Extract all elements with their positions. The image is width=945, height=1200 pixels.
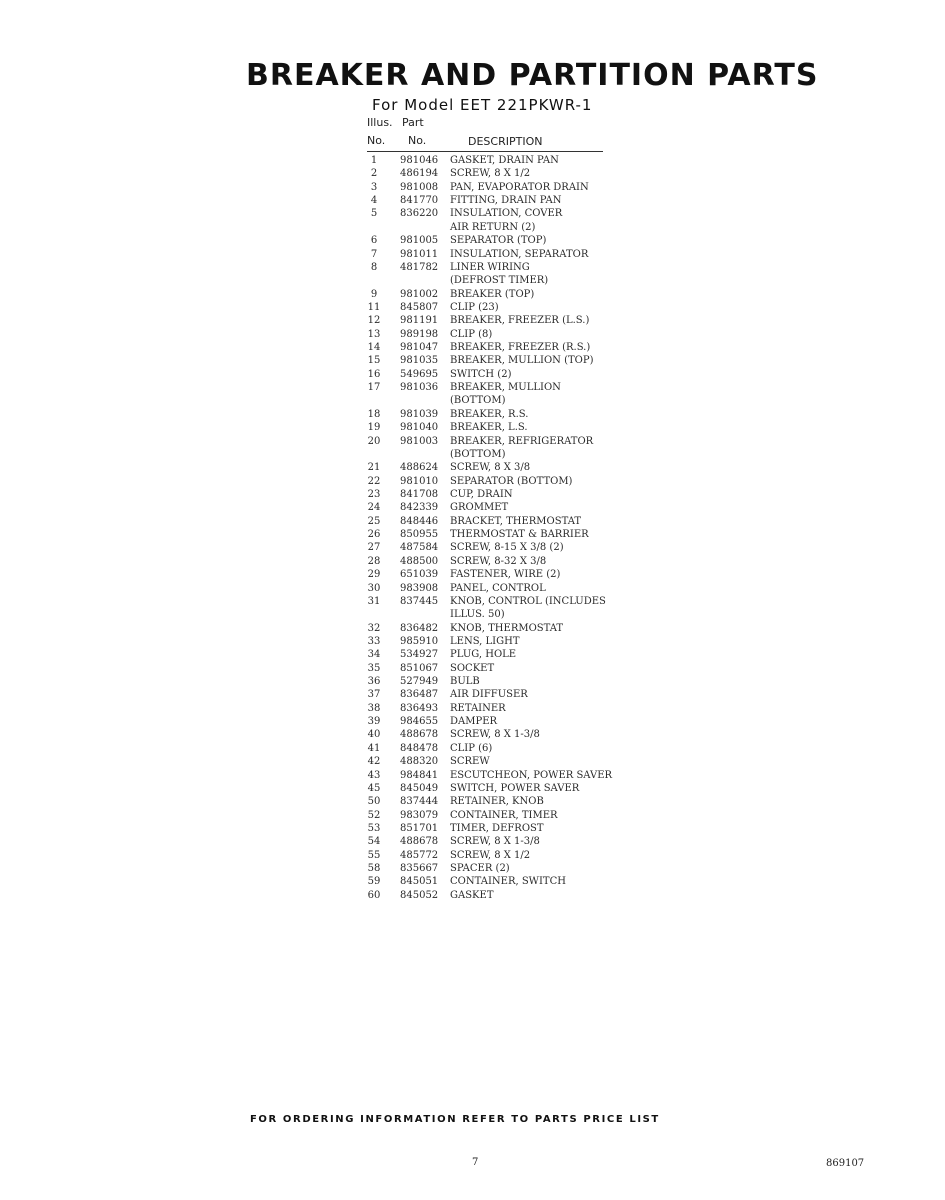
- parts-row: [364, 755, 614, 768]
- part-number: 487584: [400, 542, 439, 554]
- parts-row: [364, 769, 614, 782]
- illus-number: 1: [370, 155, 378, 166]
- parts-row: [364, 288, 614, 301]
- header-description: DESCRIPTION: [468, 135, 543, 148]
- part-number: 848478: [400, 742, 439, 754]
- header-illus-no: No.: [367, 134, 386, 147]
- part-description: BREAKER, R.S.: [450, 408, 529, 420]
- part-number: 981036: [400, 382, 439, 394]
- part-description: (BOTTOM): [450, 395, 506, 407]
- part-number: 981003: [400, 435, 439, 447]
- part-description: KNOB, THERMOSTAT: [450, 622, 564, 634]
- part-description: RETAINER, KNOB: [450, 796, 544, 808]
- illus-number: 50: [367, 796, 381, 808]
- part-description: BREAKER, MULLION: [450, 382, 561, 394]
- part-description: CLIP (23): [450, 301, 499, 313]
- parts-row: [364, 728, 614, 741]
- part-description: GROMMET: [450, 502, 509, 514]
- model-subtitle: For Model EET 221PKWR-1: [372, 96, 593, 114]
- page-number: 7: [472, 1157, 479, 1168]
- part-number: 981039: [400, 408, 439, 420]
- part-number: 841708: [400, 488, 439, 500]
- part-number: 845051: [400, 876, 439, 888]
- part-description: LENS, LIGHT: [450, 635, 520, 647]
- part-number: 488624: [400, 462, 439, 474]
- part-number: 837445: [400, 595, 439, 607]
- illus-number: 54: [367, 836, 381, 848]
- illus-number: 12: [367, 315, 381, 327]
- illus-number: 13: [367, 328, 381, 340]
- part-number: 488678: [400, 836, 439, 848]
- parts-row: [364, 835, 614, 848]
- part-description: FASTENER, WIRE (2): [450, 569, 561, 581]
- illus-number: 6: [370, 235, 378, 247]
- parts-row: [364, 488, 614, 501]
- parts-row: [364, 595, 614, 608]
- illus-number: 60: [367, 889, 381, 901]
- part-number: 989198: [400, 328, 439, 340]
- part-description: BREAKER, L.S.: [450, 422, 528, 434]
- part-description: (BOTTOM): [450, 448, 506, 460]
- part-number: 981011: [400, 248, 439, 260]
- part-description: CONTAINER, TIMER: [450, 809, 558, 821]
- illus-number: 16: [367, 368, 381, 380]
- parts-row: [364, 261, 614, 274]
- illus-number: 37: [367, 689, 381, 701]
- illus-number: 28: [367, 555, 381, 567]
- part-description: SCREW, 8 X 1/2: [450, 849, 531, 861]
- part-number: 836487: [400, 689, 439, 701]
- illus-number: 26: [367, 529, 381, 541]
- part-number: 981046: [400, 155, 439, 166]
- part-description: INSULATION, COVER: [450, 208, 563, 220]
- parts-row: [364, 181, 614, 194]
- part-number: 981040: [400, 422, 439, 434]
- part-description: KNOB, CONTROL (INCLUDES: [450, 595, 606, 607]
- part-description: SCREW, 8 X 1-3/8: [450, 836, 540, 848]
- part-description: PLUG, HOLE: [450, 649, 517, 661]
- part-description: BRACKET, THERMOSTAT: [450, 515, 582, 527]
- parts-row: [364, 448, 614, 461]
- illus-number: 11: [367, 301, 381, 313]
- part-number: 981047: [400, 342, 439, 354]
- part-description: (DEFROST TIMER): [450, 275, 549, 287]
- illus-number: 22: [367, 475, 381, 487]
- illus-number: 32: [367, 622, 381, 634]
- illus-number: 19: [367, 422, 381, 434]
- part-description: FITTING, DRAIN PAN: [450, 195, 562, 207]
- parts-row: [364, 675, 614, 688]
- parts-row: [364, 688, 614, 701]
- parts-row: [364, 582, 614, 595]
- illus-number: 31: [367, 595, 381, 607]
- part-description: BREAKER, REFRIGERATOR: [450, 435, 594, 447]
- part-description: INSULATION, SEPARATOR: [450, 248, 589, 260]
- part-number: 845807: [400, 301, 439, 313]
- parts-row: [364, 248, 614, 261]
- parts-row: [364, 354, 614, 367]
- part-number: 851701: [400, 822, 439, 834]
- part-number: 549695: [400, 368, 439, 380]
- part-description: SWITCH, POWER SAVER: [450, 782, 580, 794]
- illus-number: 59: [367, 876, 381, 888]
- illus-number: 53: [367, 822, 381, 834]
- part-description: LINER WIRING: [450, 261, 530, 273]
- part-number: 981010: [400, 475, 439, 487]
- illus-number: 15: [367, 355, 381, 367]
- part-number: 985910: [400, 635, 439, 647]
- parts-row: [364, 301, 614, 314]
- parts-row: [364, 795, 614, 808]
- illus-number: 29: [367, 569, 381, 581]
- parts-row: [364, 154, 614, 167]
- parts-row: [364, 809, 614, 822]
- parts-row: [364, 849, 614, 862]
- part-number: 981191: [400, 315, 439, 327]
- parts-row: [364, 234, 614, 247]
- parts-row: [364, 528, 614, 541]
- illus-number: 9: [370, 288, 378, 300]
- illus-number: 41: [367, 742, 381, 754]
- illus-number: 17: [367, 382, 381, 394]
- parts-row: [364, 207, 614, 220]
- parts-row: [364, 461, 614, 474]
- parts-row: [364, 167, 614, 180]
- illus-number: 20: [367, 435, 381, 447]
- part-description: SCREW, 8 X 1/2: [450, 168, 531, 180]
- illus-number: 3: [370, 181, 378, 193]
- parts-row: [364, 568, 614, 581]
- part-number: 486194: [400, 168, 439, 180]
- illus-number: 7: [370, 248, 378, 260]
- part-number: 851067: [400, 662, 439, 674]
- illus-number: 14: [367, 342, 381, 354]
- part-description: BULB: [450, 676, 480, 688]
- part-description: SEPARATOR (BOTTOM): [450, 475, 573, 487]
- illus-number: 52: [367, 809, 381, 821]
- part-number: 488678: [400, 729, 439, 741]
- part-description: PANEL, CONTROL: [450, 582, 546, 594]
- illus-number: 27: [367, 542, 381, 554]
- part-number: 837444: [400, 796, 439, 808]
- parts-row: [364, 889, 614, 902]
- parts-row: [364, 194, 614, 207]
- part-description: AIR DIFFUSER: [450, 689, 528, 701]
- illus-number: 4: [370, 195, 378, 207]
- part-description: SCREW, 8-15 X 3/8 (2): [450, 542, 564, 554]
- illus-number: 18: [367, 408, 381, 420]
- part-number: 984841: [400, 769, 439, 781]
- parts-row: [364, 341, 614, 354]
- parts-row: [364, 862, 614, 875]
- part-description: BREAKER, FREEZER (R.S.): [450, 342, 591, 354]
- parts-row: [364, 702, 614, 715]
- illus-number: 23: [367, 488, 381, 500]
- parts-row: [364, 368, 614, 381]
- part-number: 981008: [400, 181, 439, 193]
- part-number: 534927: [400, 649, 439, 661]
- part-number: 651039: [400, 569, 439, 581]
- part-number: 981005: [400, 235, 439, 247]
- parts-row: [364, 515, 614, 528]
- part-description: SCREW, 8-32 X 3/8: [450, 555, 547, 567]
- page-title: BREAKER AND PARTITION PARTS: [246, 58, 819, 93]
- part-description: ILLUS. 50): [450, 609, 505, 621]
- illus-number: 24: [367, 502, 381, 514]
- part-description: SCREW, 8 X 1-3/8: [450, 729, 540, 741]
- part-description: CUP, DRAIN: [450, 488, 513, 500]
- part-description: SCREW: [450, 756, 490, 768]
- part-description: SCREW, 8 X 3/8: [450, 462, 531, 474]
- parts-row: [364, 274, 614, 287]
- parts-row: [364, 648, 614, 661]
- illus-number: 45: [367, 782, 381, 794]
- part-description: AIR RETURN (2): [450, 221, 536, 233]
- parts-row: [364, 875, 614, 888]
- parts-row: [364, 501, 614, 514]
- parts-row: [364, 555, 614, 568]
- part-number: 488320: [400, 756, 439, 768]
- parts-list: [364, 154, 614, 902]
- part-number: 835667: [400, 863, 439, 875]
- parts-row: [364, 475, 614, 488]
- part-number: 848446: [400, 515, 439, 527]
- part-number: 984655: [400, 716, 439, 728]
- parts-row: [364, 608, 614, 621]
- header-rule: [367, 151, 603, 152]
- parts-row: [364, 435, 614, 448]
- illus-number: 2: [370, 168, 378, 180]
- parts-row: [364, 782, 614, 795]
- parts-row: [364, 221, 614, 234]
- parts-row: [364, 635, 614, 648]
- part-description: CLIP (6): [450, 742, 493, 754]
- part-number: 983908: [400, 582, 439, 594]
- part-description: THERMOSTAT & BARRIER: [450, 529, 589, 541]
- part-description: CONTAINER, SWITCH: [450, 876, 566, 888]
- illus-number: 39: [367, 716, 381, 728]
- part-number: 850955: [400, 529, 439, 541]
- part-description: SOCKET: [450, 662, 495, 674]
- parts-row: [364, 381, 614, 394]
- part-number: 836493: [400, 702, 439, 714]
- parts-row: [364, 328, 614, 341]
- part-description: GASKET: [450, 889, 494, 901]
- part-description: SEPARATOR (TOP): [450, 235, 547, 247]
- parts-row: [364, 662, 614, 675]
- illus-number: 33: [367, 635, 381, 647]
- part-number: 481782: [400, 261, 439, 273]
- ordering-info-footer: FOR ORDERING INFORMATION REFER TO PARTS PRICE LIST: [250, 1114, 660, 1125]
- part-description: SWITCH (2): [450, 368, 512, 380]
- parts-row: [364, 742, 614, 755]
- parts-row: [364, 421, 614, 434]
- part-description: CLIP (8): [450, 328, 493, 340]
- illus-number: 58: [367, 863, 381, 875]
- illus-number: 8: [370, 261, 378, 273]
- part-description: DAMPER: [450, 716, 498, 728]
- illus-number: 42: [367, 756, 381, 768]
- parts-row: [364, 541, 614, 554]
- part-description: RETAINER: [450, 702, 506, 714]
- illus-number: 21: [367, 462, 381, 474]
- part-description: BREAKER, MULLION (TOP): [450, 355, 594, 367]
- illus-number: 38: [367, 702, 381, 714]
- part-number: 845052: [400, 889, 439, 901]
- part-description: ESCUTCHEON, POWER SAVER: [450, 769, 613, 781]
- part-description: PAN, EVAPORATOR DRAIN: [450, 181, 589, 193]
- document-number: 869107: [826, 1158, 865, 1169]
- part-description: BREAKER (TOP): [450, 288, 535, 300]
- part-number: 485772: [400, 849, 439, 861]
- part-description: SPACER (2): [450, 863, 510, 875]
- part-number: 981002: [400, 288, 439, 300]
- illus-number: 35: [367, 662, 381, 674]
- illus-number: 43: [367, 769, 381, 781]
- part-number: 836220: [400, 208, 439, 220]
- part-number: 845049: [400, 782, 439, 794]
- parts-row: [364, 408, 614, 421]
- parts-row: [364, 622, 614, 635]
- part-number: 981035: [400, 355, 439, 367]
- part-description: GASKET, DRAIN PAN: [450, 155, 559, 166]
- illus-number: 36: [367, 676, 381, 688]
- part-number: 842339: [400, 502, 439, 514]
- header-part-no: No.: [408, 134, 427, 147]
- part-number: 983079: [400, 809, 439, 821]
- part-number: 841770: [400, 195, 439, 207]
- illus-number: 5: [370, 208, 378, 220]
- parts-row: [364, 715, 614, 728]
- parts-row: [364, 822, 614, 835]
- parts-row: [364, 314, 614, 327]
- part-description: BREAKER, FREEZER (L.S.): [450, 315, 590, 327]
- parts-row: [364, 394, 614, 407]
- illus-number: 40: [367, 729, 381, 741]
- illus-number: 55: [367, 849, 381, 861]
- part-number: 488500: [400, 555, 439, 567]
- illus-number: 34: [367, 649, 381, 661]
- part-description: TIMER, DEFROST: [450, 822, 544, 834]
- illus-number: 30: [367, 582, 381, 594]
- header-illus-top: Illus.: [367, 116, 393, 129]
- header-part-top: Part: [402, 116, 424, 129]
- part-number: 527949: [400, 676, 439, 688]
- illus-number: 25: [367, 515, 381, 527]
- part-number: 836482: [400, 622, 439, 634]
